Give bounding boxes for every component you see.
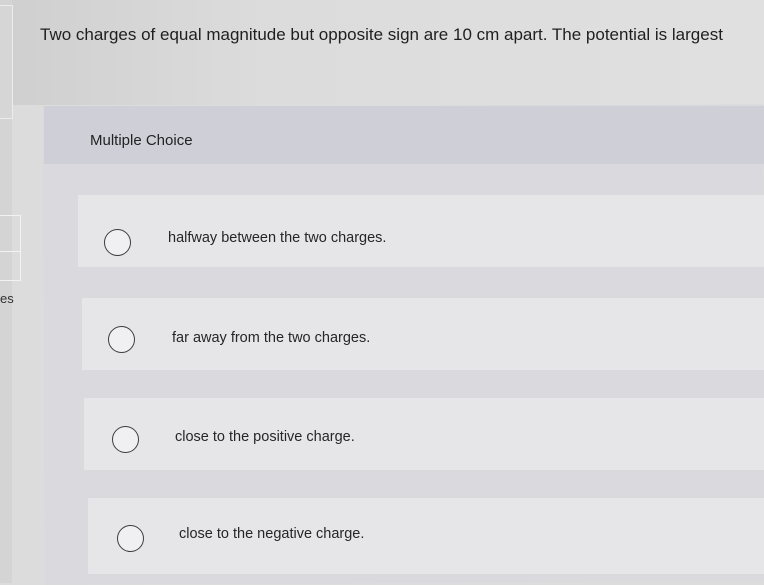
answer-option[interactable] <box>82 298 764 370</box>
answer-option[interactable] <box>84 398 764 470</box>
side-text-fragment: es <box>0 291 14 306</box>
answer-option-label: close to the negative charge. <box>179 526 365 542</box>
answer-option-label: far away from the two charges. <box>172 330 371 346</box>
question-text: Two charges of equal magnitude but opposite sign are 10 cm apart. The potential is largest <box>40 25 723 44</box>
answer-option[interactable] <box>78 195 764 267</box>
radio-button[interactable] <box>104 229 131 256</box>
answer-option-label: close to the positive charge. <box>175 429 355 445</box>
answer-option-label: halfway between the two charges. <box>168 230 387 246</box>
page-background <box>0 0 764 105</box>
multiple-choice-label: Multiple Choice <box>90 132 193 149</box>
radio-button[interactable] <box>117 525 144 552</box>
answer-option[interactable] <box>88 498 764 574</box>
left-panel-fragment <box>0 5 13 119</box>
radio-button[interactable] <box>112 426 139 453</box>
radio-button[interactable] <box>108 326 135 353</box>
left-list-fragment <box>0 215 21 281</box>
left-list-divider <box>0 251 20 252</box>
